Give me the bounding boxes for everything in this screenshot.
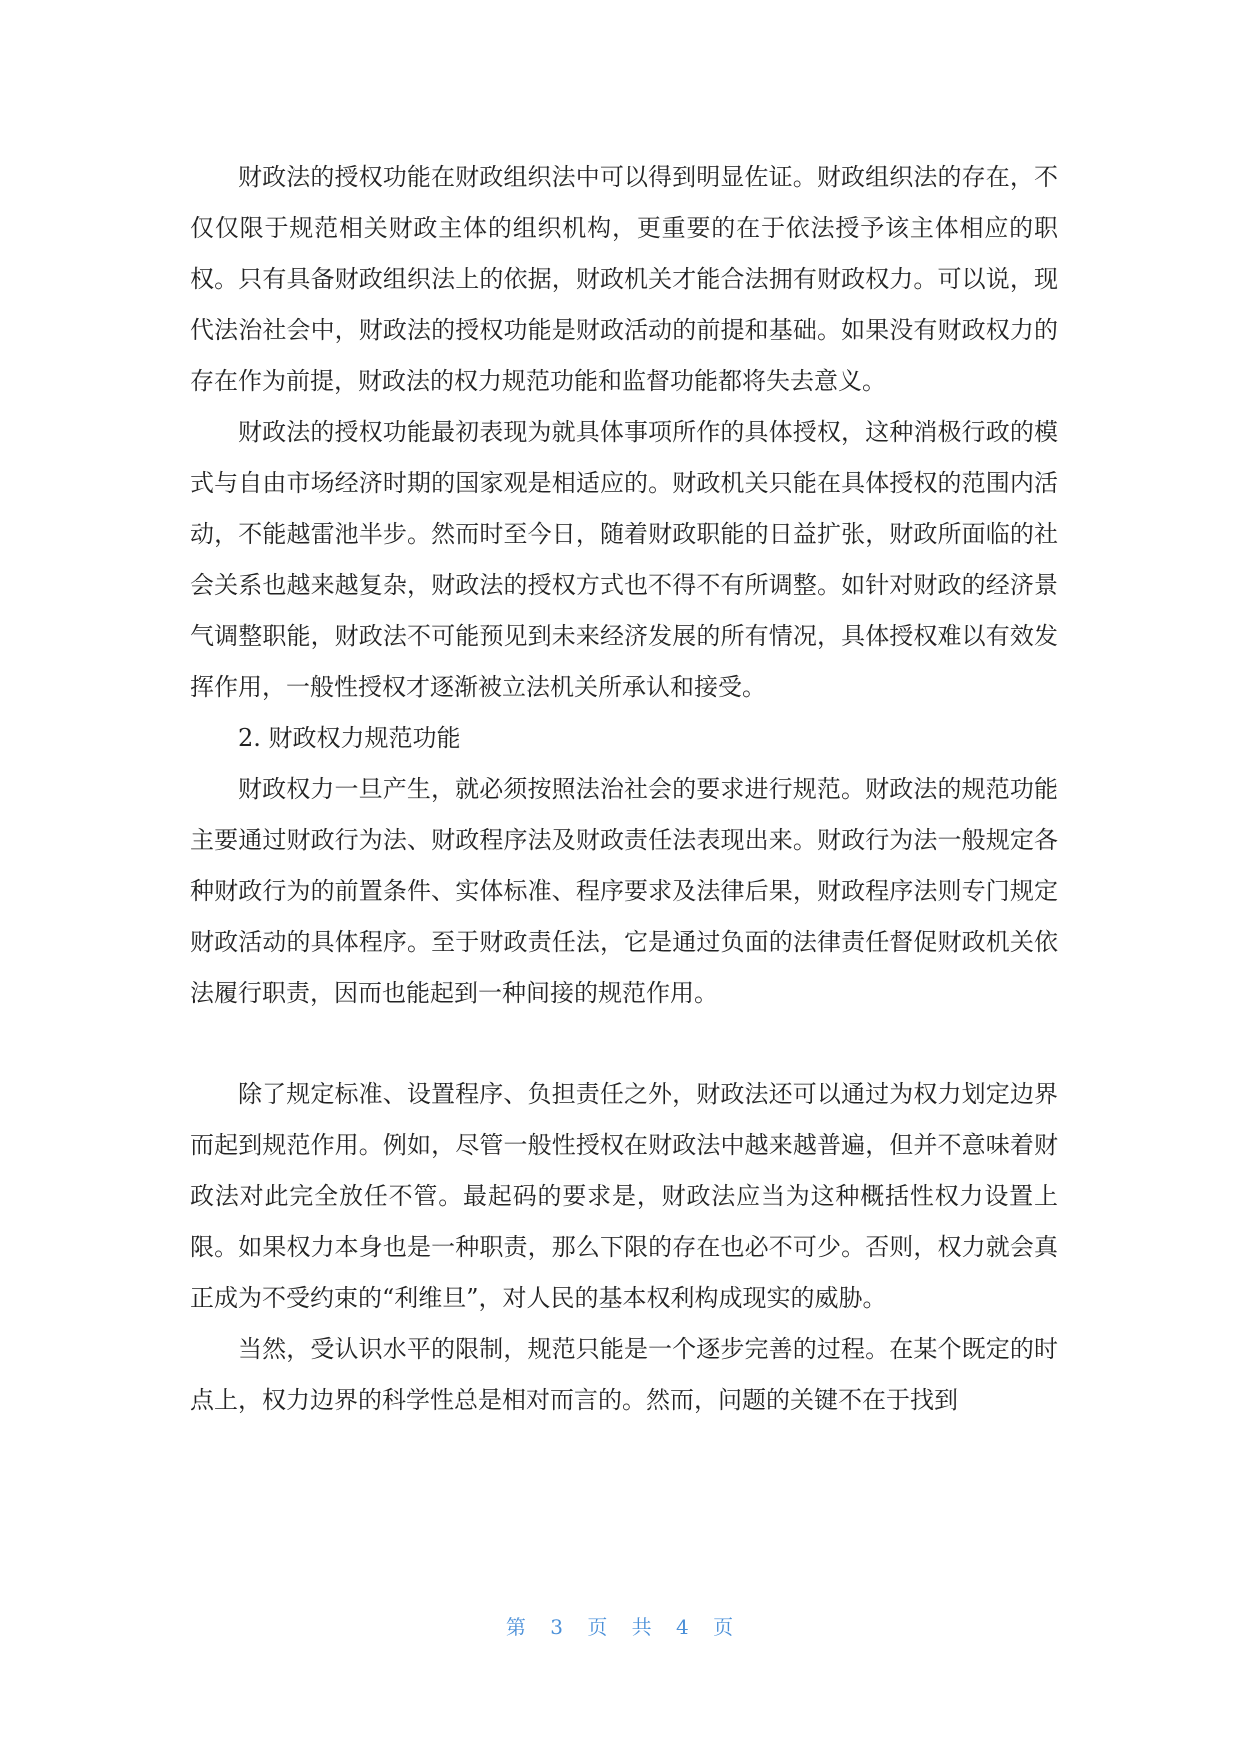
paragraph: 财政权力一旦产生，就必须按照法治社会的要求进行规范。财政法的规范功能主要通过财政行为法、财政程序法及财政责任法表现出来。财政行为法一般规定各种财政行为的前置条件、实体标准、程序要求及法律后果，财政程序法则专门规定财政活动的具体程序。至于财政责任法，它是通过负面的法律责任督促财政机关依法履行职责，因而也能起到一种间接的规范作用。 — [190, 775, 1058, 1007]
section-heading: 2. 财政权力规范功能 — [238, 724, 461, 752]
document-body — [190, 152, 1058, 1426]
paragraph-spacer — [190, 1019, 1058, 1069]
paragraph: 财政法的授权功能最初表现为就具体事项所作的具体授权，这种消极行政的模式与自由市场经济时期的国家观是相适应的。财政机关只能在具体授权的范围内活动，不能越雷池半步。然而时至今日，随着财政职能的日益扩张，财政所面临的社会关系也越来越复杂，财政法的授权方式也不得不有所调整。如针对财政的经济景气调整职能，财政法不可能预见到未来经济发展的所有情况，具体授权难以有效发挥作用，一般性授权才逐渐被立法机关所承认和接受。 — [190, 418, 1058, 701]
paragraph: 当然，受认识水平的限制，规范只能是一个逐步完善的过程。在某个既定的时点上，权力边界的科学性总是相对而言的。然而，问题的关键不在于找到 — [190, 1335, 1058, 1414]
paragraph: 除了规定标准、设置程序、负担责任之外，财政法还可以通过为权力划定边界而起到规范作用。例如，尽管一般性授权在财政法中越来越普遍，但并不意味着财政法对此完全放任不管。最起码的要求是，财政法应当为这种概括性权力设置上限。如果权力本身也是一种职责，那么下限的存在也必不可少。否则，权力就会真正成为不受约束的“利维旦”，对人民的基本权利构成现实的威胁。 — [190, 1080, 1058, 1312]
page-number-footer: 第 3 页 共 4 页 — [505, 1615, 736, 1639]
paragraph: 财政法的授权功能在财政组织法中可以得到明显佐证。财政组织法的存在，不仅仅限于规范相关财政主体的组织机构，更重要的在于依法授予该主体相应的职权。只有具备财政组织法上的依据，财政机关才能合法拥有财政权力。可以说，现代法治社会中，财政法的授权功能是财政活动的前提和基础。如果没有财政权力的存在作为前提，财政法的权力规范功能和监督功能都将失去意义。 — [190, 163, 1058, 395]
